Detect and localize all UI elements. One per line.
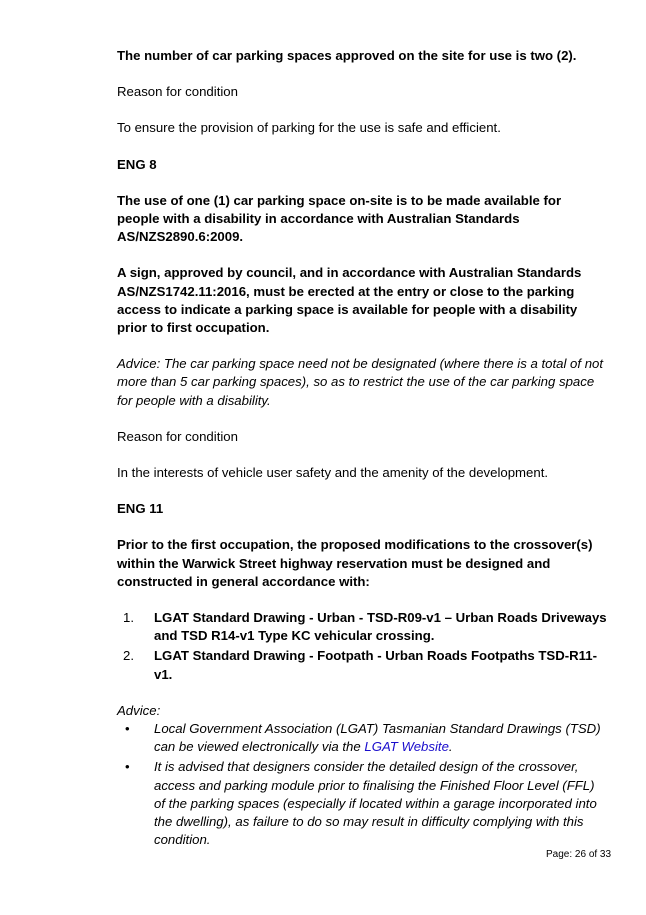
condition-parking-spaces: The number of car parking spaces approved on the site for use is two (2). [117, 48, 577, 63]
list-number: 1. [123, 610, 134, 626]
reason-text: To ensure the provision of parking for the use is safe and efficient. [117, 120, 501, 136]
section-heading-eng11: ENG 11 [117, 501, 164, 517]
page-number: Page: 26 of 33 [546, 849, 612, 860]
reason-heading: Reason for condition [117, 84, 238, 100]
advice-paragraph: Advice: The car parking space need not be designated (where there is a total of not more than 5 car parking spaces), so as to restrict the use of the car parking space for people with a disability. [117, 356, 604, 408]
advice-bullets [117, 720, 607, 849]
bullet-icon: • [125, 721, 130, 737]
section-heading-eng8: ENG 8 [117, 156, 157, 172]
reason-text: In the interests of vehicle user safety and the amenity of the development. [117, 465, 549, 481]
bullet-icon: • [125, 759, 130, 775]
list-item-text: LGAT Standard Drawing - Footpath - Urban Roads Footpaths TSD-R11-v1. [154, 648, 597, 682]
lgat-website-link[interactable]: LGAT Website [364, 739, 449, 755]
reason-heading: Reason for condition [117, 428, 238, 444]
list-number: 2. [123, 648, 134, 664]
list-item [117, 647, 607, 683]
bullet-text-post: . [448, 739, 453, 755]
bullet-text-pre: Local Government Association (LGAT) Tasmanian Standard Drawings (TSD) can be viewed electronically via the [154, 721, 601, 755]
condition-sign: A sign, approved by council, and in accordance with Australian Standards AS/NZS1742.11:2016, must be erected at the entry or close to the parking access to indicate a parking space is available for people with a disability prior to first occupation. [117, 265, 582, 336]
list-item [117, 609, 607, 645]
advice-label: Advice: [117, 702, 161, 718]
condition-disability-space: The use of one (1) car parking space on-site is to be made available for people with a disability in accordance with Australian Standards AS/NZS2890.6:2009. [117, 192, 562, 245]
list-item [117, 720, 607, 756]
document-body [117, 47, 607, 850]
bullet-text: It is advised that designers consider the detailed design of the crossover, access and parking module prior to finalising the Finished Floor Level (FFL) of the parking spaces (especially if located within a garage incorporated into the dwelling), as failure to do so may result in difficulty complying with this condition. [154, 759, 597, 848]
list-item [117, 758, 607, 849]
list-item-text: LGAT Standard Drawing - Urban - TSD-R09-v1 – Urban Roads Driveways and TSD R14-v1 Type KC vehicular crossing. [154, 610, 607, 644]
condition-crossover: Prior to the first occupation, the proposed modifications to the crossover(s) within the Warwick Street highway reservation must be designed and constructed in general accordance with: [117, 537, 593, 589]
numbered-list [117, 609, 607, 684]
